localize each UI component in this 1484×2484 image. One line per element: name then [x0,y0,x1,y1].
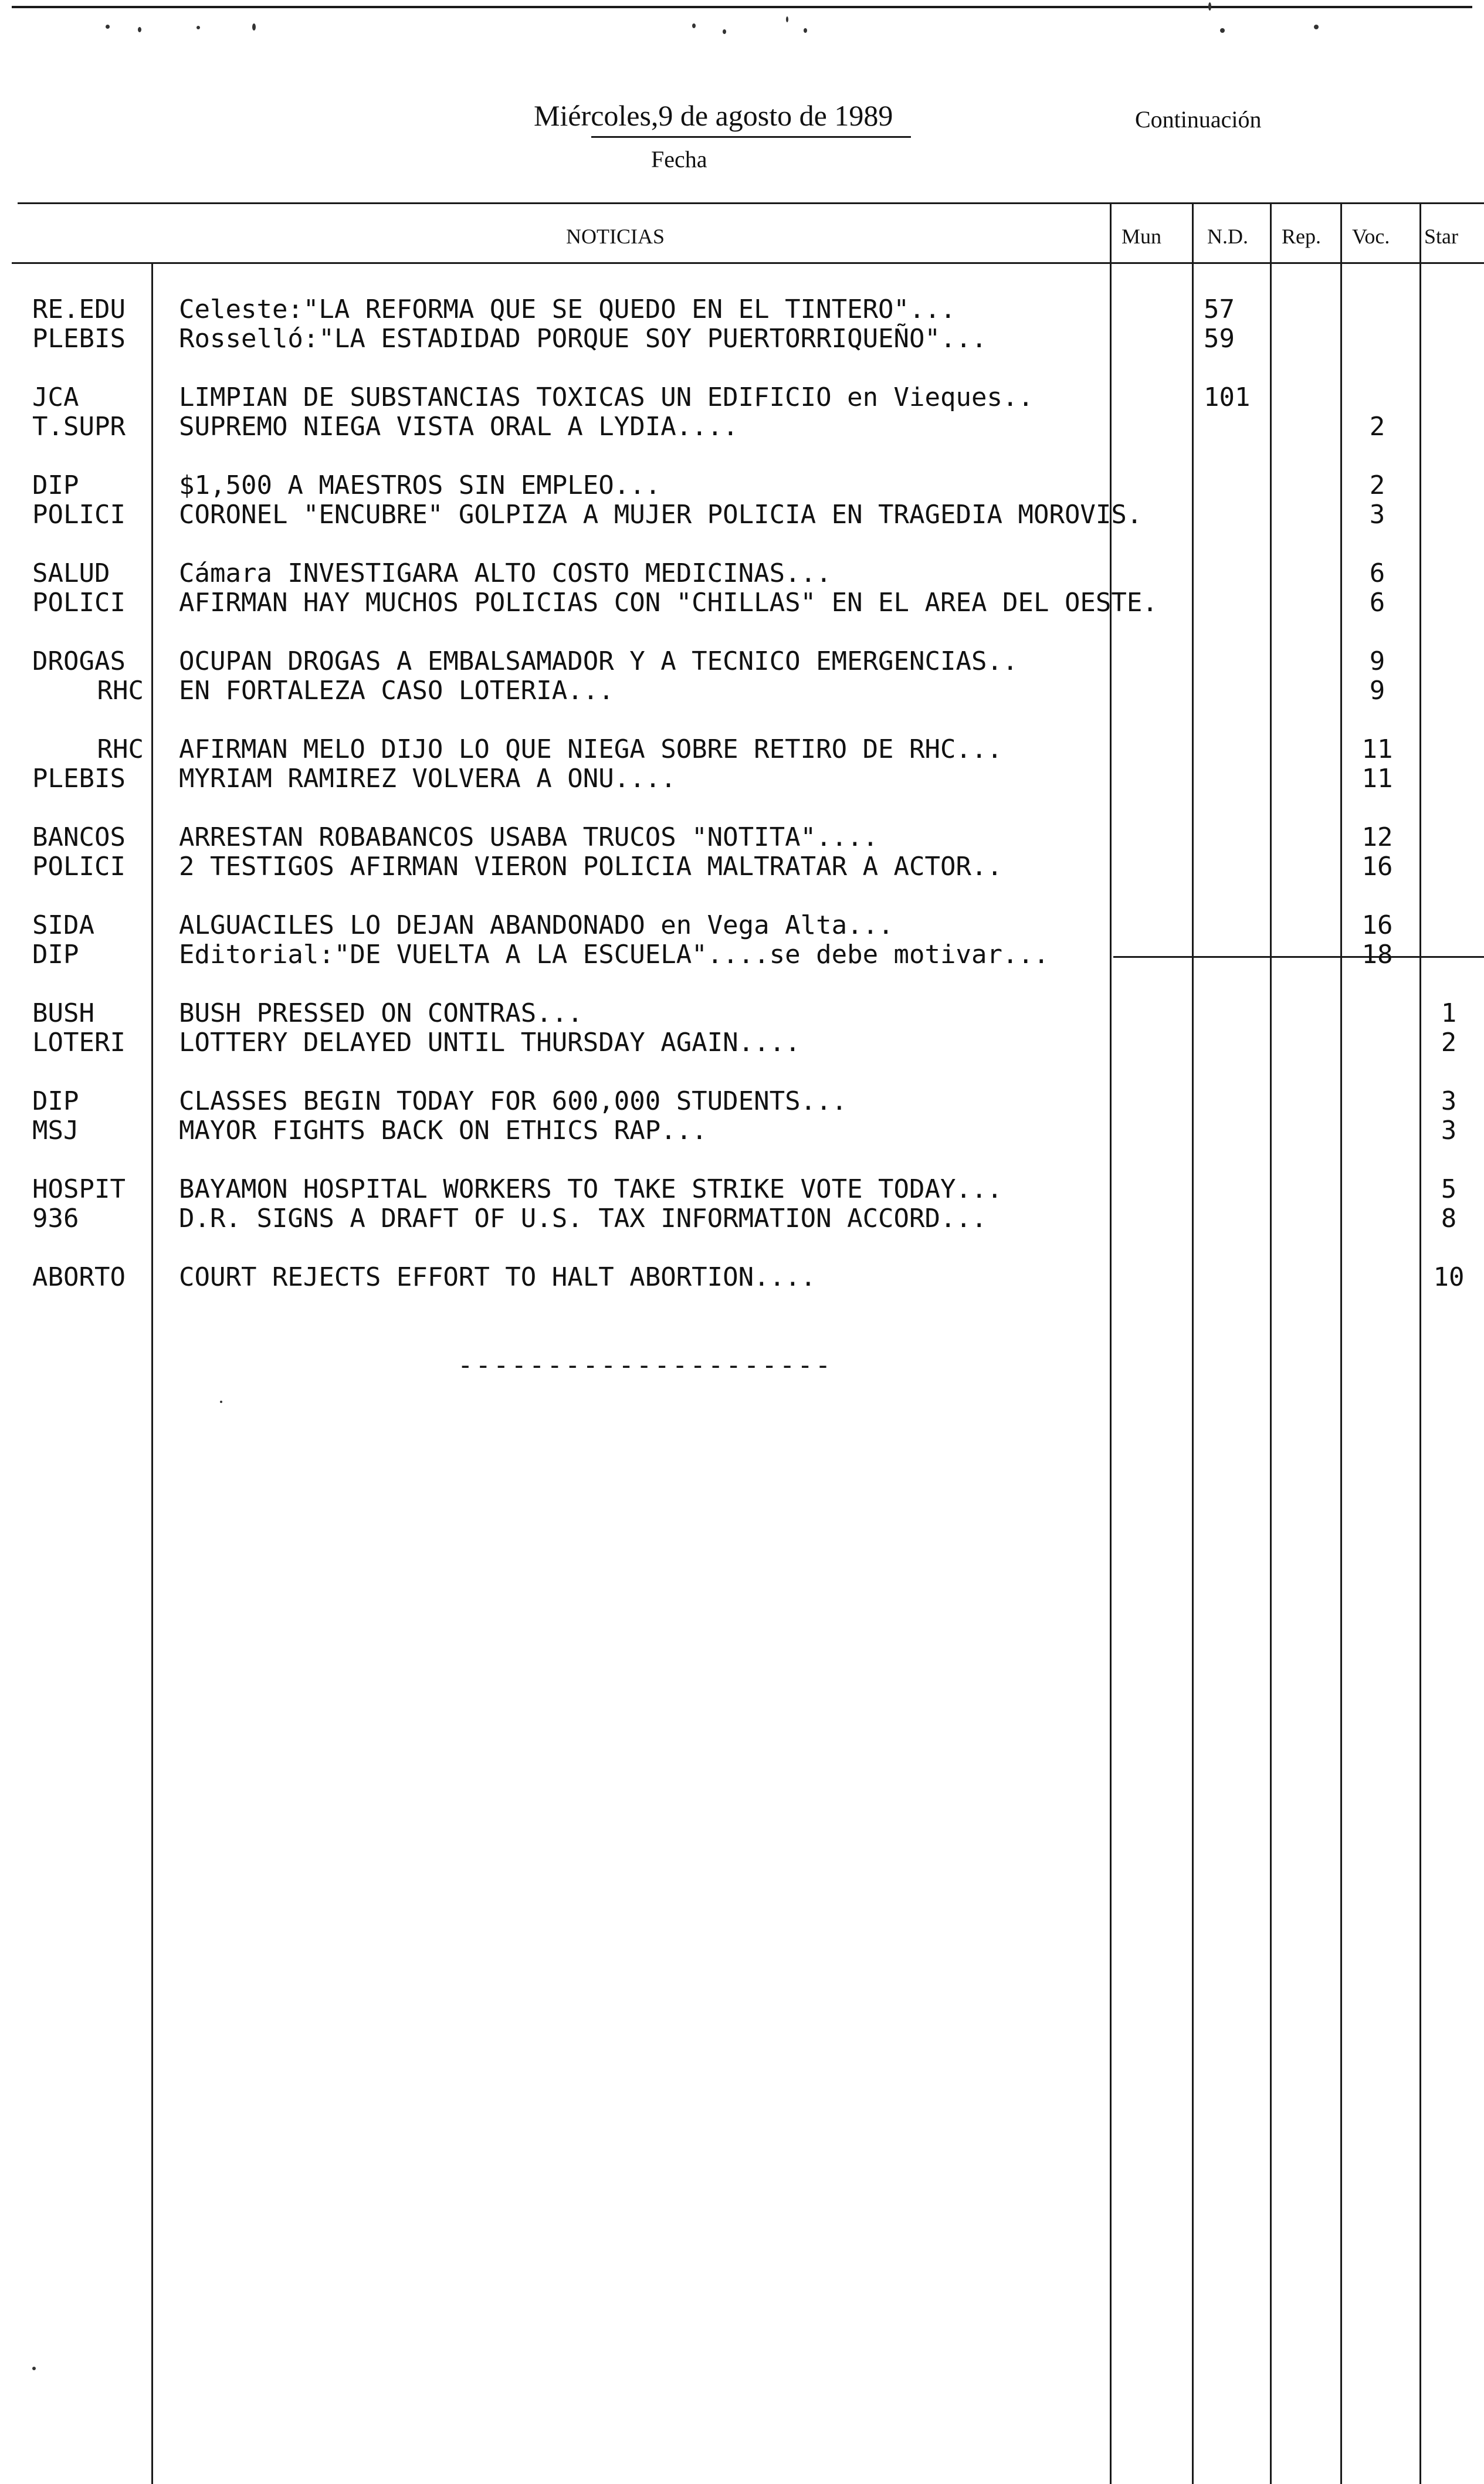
row-code: 936 [32,1204,79,1233]
row-code: DIP [32,1086,79,1116]
news-row [0,500,1484,530]
row-title: Editorial:"DE VUELTA A LA ESCUELA"....se debe motivar... [179,940,1049,970]
row-code: BUSH [32,998,94,1028]
news-row [0,1028,1484,1058]
news-row [0,852,1484,882]
row-star: 10 [1433,1262,1465,1292]
row-code: RHC [97,734,144,764]
column-header-noticias: NOTICIAS [566,225,665,248]
row-title: Rosselló:"LA ESTADIDAD PORQUE SOY PUERTORRIQUEÑO"... [179,324,987,354]
row-voc: 18 [1361,940,1393,970]
row-title: ALGUACILES LO DEJAN ABANDONADO en Vega Alta... [179,910,894,940]
row-title: OCUPAN DROGAS A EMBALSAMADOR Y A TECNICO EMERGENCIAS.. [179,646,1018,676]
news-row [0,558,1484,589]
row-title: Cámara INVESTIGARA ALTO COSTO MEDICINAS... [179,558,832,588]
mun-column-divider [1110,202,1112,2484]
row-code: T.SUPR [32,412,126,442]
column-header-rep: Rep. [1282,225,1321,248]
news-row [0,764,1484,794]
news-row [0,294,1484,325]
date-text: Miércoles,9 de agosto de 1989 [534,99,893,132]
scan-speck [804,28,807,33]
news-row [0,1262,1484,1293]
continuation-label: Continuación [1135,106,1262,133]
news-row [0,734,1484,765]
news-row [0,324,1484,354]
row-voc: 2 [1369,470,1385,500]
row-voc: 11 [1361,764,1393,794]
row-title: CORONEL "ENCUBRE" GOLPIZA A MUJER POLICIA EN TRAGEDIA MOROVIS. [179,500,1143,530]
row-code: JCA [32,382,79,412]
column-header-mun: Mun [1122,225,1162,248]
row-title: AFIRMAN HAY MUCHOS POLICIAS CON "CHILLAS" EN EL AREA DEL OESTE. [179,588,1158,618]
row-star: 8 [1441,1204,1457,1233]
star-column-divider [1419,202,1421,2484]
news-row [0,822,1484,853]
scan-speck [196,26,200,29]
scan-speck [1220,28,1225,33]
fecha-label: Fecha [651,146,707,172]
news-row [0,588,1484,618]
scan-speck [252,23,256,31]
row-title: LOTTERY DELAYED UNTIL THURSDAY AGAIN.... [179,1028,801,1058]
row-title: BAYAMON HOSPITAL WORKERS TO TAKE STRIKE VOTE TODAY... [179,1174,1002,1204]
row-voc: 12 [1361,822,1393,852]
rep-column-divider [1270,202,1272,2484]
row-title: SUPREMO NIEGA VISTA ORAL A LYDIA.... [179,412,738,442]
scan-speck [692,23,696,28]
row-voc: 9 [1369,676,1385,706]
row-title: 2 TESTIGOS AFIRMAN VIERON POLICIA MALTRATAR A ACTOR.. [179,852,1002,882]
row-code: SALUD [32,558,110,588]
scan-speck [32,2367,36,2370]
row-title: COURT REJECTS EFFORT TO HALT ABORTION.... [179,1262,816,1292]
row-title: AFIRMAN MELO DIJO LO QUE NIEGA SOBRE RETIRO DE RHC... [179,734,1002,764]
row-code: BANCOS [32,822,126,852]
row-code: DIP [32,940,79,970]
row-voc: 16 [1361,852,1393,882]
row-code: ABORTO [32,1262,126,1292]
row-title: CLASSES BEGIN TODAY FOR 600,000 STUDENTS... [179,1086,848,1116]
row-star: 2 [1441,1028,1457,1058]
scan-speck [723,29,726,34]
column-header-voc: Voc. [1352,225,1390,248]
row-voc: 3 [1369,500,1385,530]
row-title: D.R. SIGNS A DRAFT OF U.S. TAX INFORMATION ACCORD... [179,1204,987,1233]
news-row [0,676,1484,706]
row-code: DROGAS [32,646,126,676]
row-title: Celeste:"LA REFORMA QUE SE QUEDO EN EL TINTERO"... [179,294,956,324]
row-code: DIP [32,470,79,500]
row-title: MYRIAM RAMIREZ VOLVERA A ONU.... [179,764,676,794]
row-code: PLEBIS [32,764,126,794]
scan-speck [1314,25,1319,29]
scan-speck [1208,2,1211,11]
row-code: PLEBIS [32,324,126,354]
news-row [0,382,1484,413]
row-voc: 6 [1369,558,1385,588]
news-row [0,1204,1484,1234]
scan-speck [138,27,141,32]
row-code: POLICI [32,852,126,882]
row-title: MAYOR FIGHTS BACK ON ETHICS RAP... [179,1116,707,1146]
news-row [0,470,1484,501]
row-code: HOSPIT [32,1174,126,1204]
row-voc: 6 [1369,588,1385,618]
row-nd: 59 [1204,324,1235,354]
row-code: RE.EDU [32,294,126,324]
row-title: EN FORTALEZA CASO LOTERIA... [179,676,614,706]
row-star: 5 [1441,1174,1457,1204]
news-row [0,940,1484,970]
top-border [12,6,1472,8]
scan-speck [106,25,110,29]
row-voc: 9 [1369,646,1385,676]
voc-column-divider [1340,202,1342,2484]
row-title: $1,500 A MAESTROS SIN EMPLEO... [179,470,661,500]
header-bottom-rule [12,262,1484,264]
row-voc: 2 [1369,412,1385,442]
row-code: MSJ [32,1116,79,1146]
separator-dashes: --------------------- [458,1350,834,1380]
row-code: SIDA [32,910,94,940]
header-top-rule [18,202,1484,204]
column-header-nd: N.D. [1207,225,1248,248]
row-code: POLICI [32,500,126,530]
date-underline [591,136,911,138]
row-star: 1 [1441,998,1457,1028]
nd-column-divider [1192,202,1194,2484]
row-title: BUSH PRESSED ON CONTRAS... [179,998,583,1028]
news-row [0,412,1484,442]
row-star: 3 [1441,1086,1457,1116]
scan-speck [220,1401,222,1403]
news-row [0,646,1484,677]
news-row [0,1116,1484,1146]
news-row [0,998,1484,1029]
row-title: LIMPIAN DE SUBSTANCIAS TOXICAS UN EDIFICIO en Vieques.. [179,382,1034,412]
news-row [0,1086,1484,1117]
row-star: 3 [1441,1116,1457,1146]
row-nd: 57 [1204,294,1235,324]
row-code: POLICI [32,588,126,618]
column-header-star: Star [1424,225,1458,248]
scan-speck [786,16,788,22]
news-row [0,910,1484,941]
row-nd: 101 [1204,382,1251,412]
row-code: LOTERI [32,1028,126,1058]
row-code: RHC [97,676,144,706]
row-voc: 16 [1361,910,1393,940]
row-voc: 11 [1361,734,1393,764]
row-title: ARRESTAN ROBABANCOS USABA TRUCOS "NOTITA".... [179,822,879,852]
news-row [0,1174,1484,1205]
